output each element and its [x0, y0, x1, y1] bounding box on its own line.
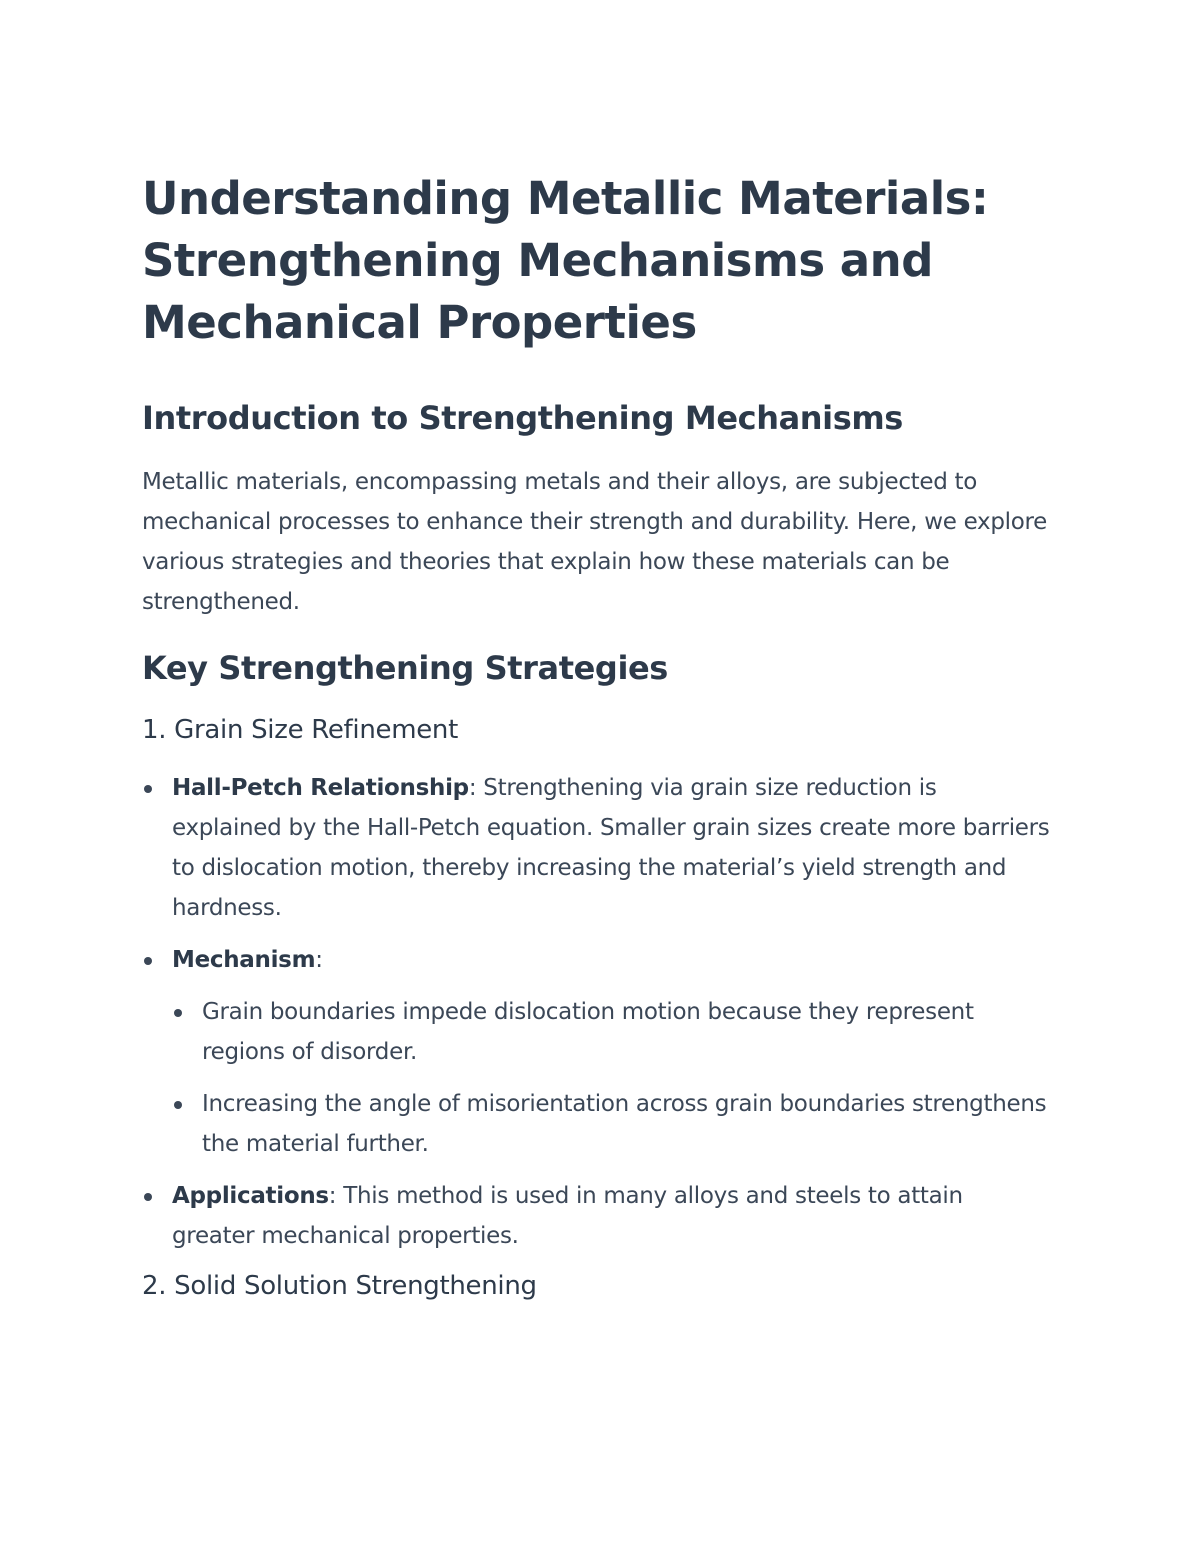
hall-petch-label: Hall-Petch Relationship — [172, 775, 469, 801]
applications-text: : This method is used in many alloys and steels to attain greater mechanical properties. — [172, 1183, 963, 1249]
list-item-applications — [142, 1176, 1052, 1256]
mechanism-sublist — [172, 992, 1052, 1164]
grain-size-list — [142, 768, 1052, 1256]
mechanism-text: : — [315, 947, 323, 973]
hall-petch-text: : Strengthening via grain size reduction is explained by the Hall-Petch equation. Smaller grain sizes create more barriers to dislocation motion, thereby increasing the material’s yield strength and hardness. — [172, 775, 1050, 921]
solid-solution-heading: 2. Solid Solution Strengthening — [142, 1271, 537, 1301]
sub-list-item: Increasing the angle of misorientation across grain boundaries strengthens the material further. — [172, 1084, 1052, 1164]
page-title: Understanding Metallic Materials: Strengthening Mechanisms and Mechanical Properties — [142, 172, 989, 349]
applications-label: Applications — [172, 1183, 329, 1209]
list-item-hall-petch — [142, 768, 1052, 928]
sub-list-item: Grain boundaries impede dislocation motion because they represent regions of disorder. — [172, 992, 1052, 1072]
mechanism-label: Mechanism — [172, 947, 316, 973]
intro-paragraph: Metallic materials, encompassing metals and their alloys, are subjected to mechanical processes to enhance their strength and durability. Here, we explore various strategies and theories that explain how these materials can be strengthened. — [142, 469, 1047, 615]
strategies-heading: Key Strengthening Strategies — [142, 649, 668, 687]
list-item-mechanism — [142, 940, 1052, 1164]
grain-size-heading: 1. Grain Size Refinement — [142, 715, 458, 745]
intro-heading: Introduction to Strengthening Mechanisms — [142, 399, 903, 437]
document-page — [142, 168, 1052, 1324]
